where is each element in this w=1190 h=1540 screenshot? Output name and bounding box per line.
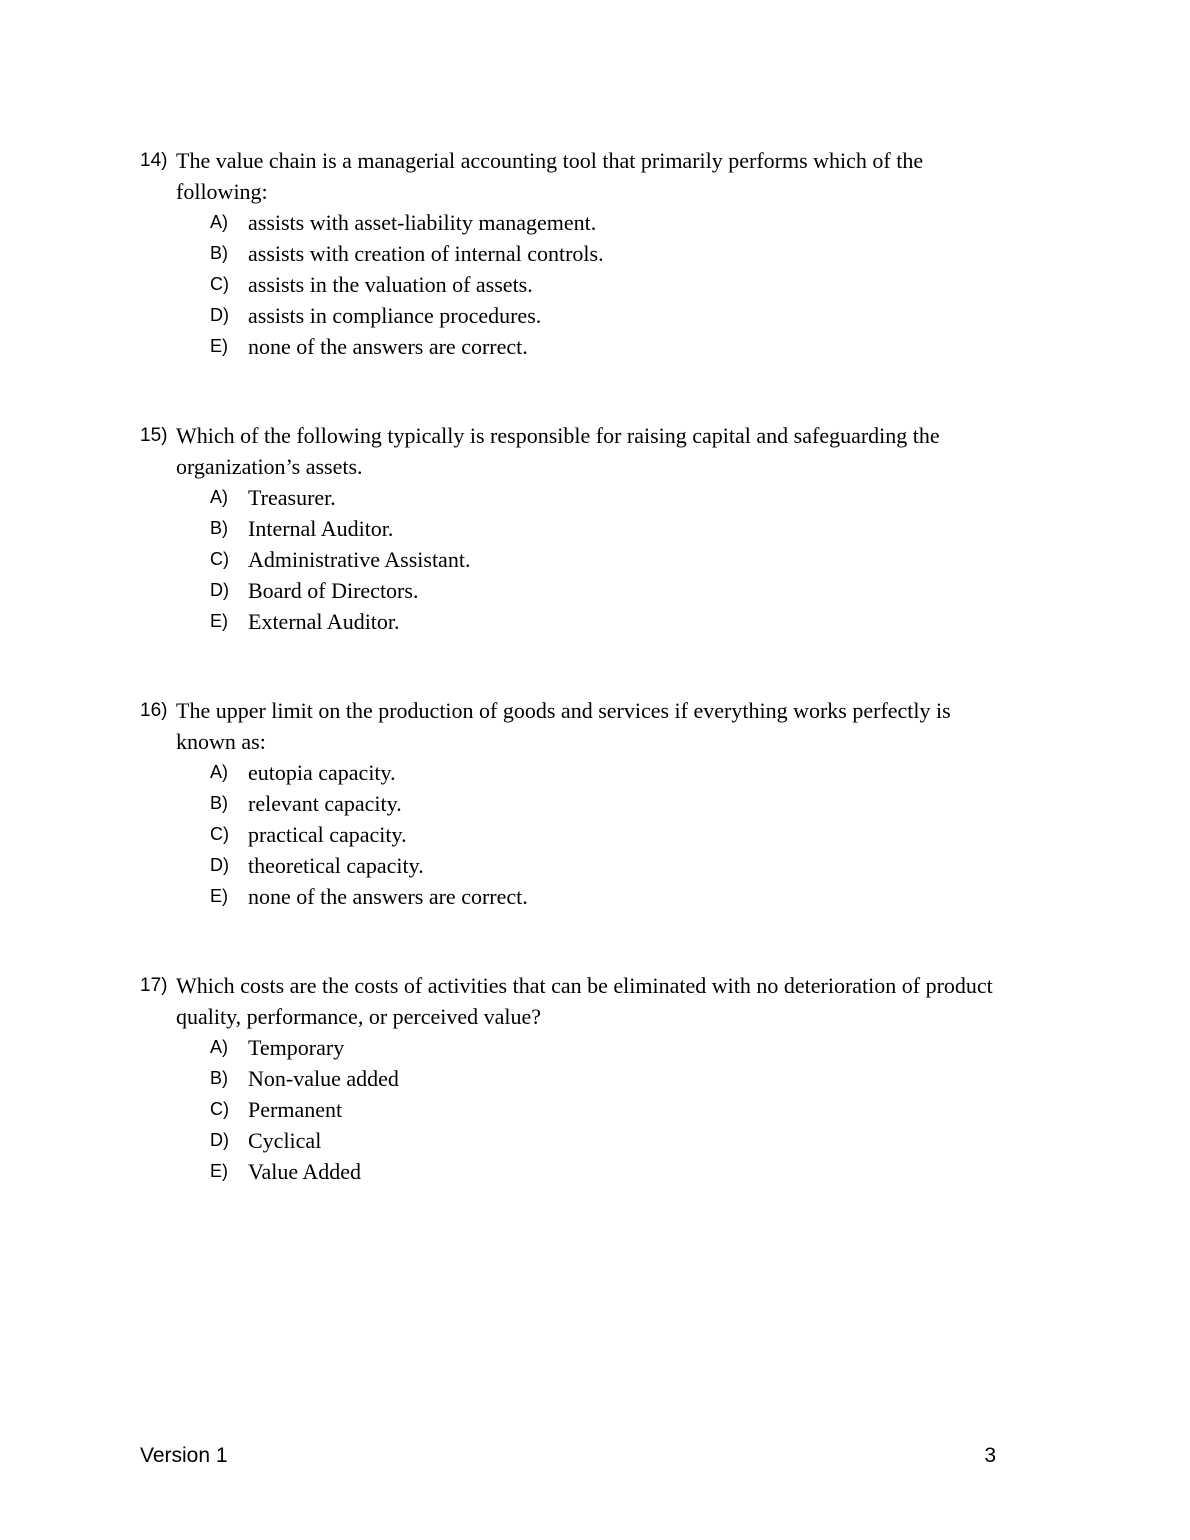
version-label: Version 1 (140, 1444, 228, 1467)
question-text-line: quality, performance, or perceived value? (176, 1004, 542, 1029)
question-header (140, 970, 1060, 1032)
option-letter: E) (210, 611, 228, 631)
option-c (210, 1094, 1060, 1125)
option-d (210, 300, 1060, 331)
option-e (210, 606, 1060, 637)
question-text-line: Which of the following typically is responsible for raising capital and safeguarding the (176, 423, 940, 448)
option-a (210, 1032, 1060, 1063)
option-text: Treasurer. (248, 485, 336, 510)
question-text-line: The value chain is a managerial accounting tool that primarily performs which of the (176, 148, 924, 173)
question-number: 15) (140, 425, 168, 446)
question-text-line: known as: (176, 729, 266, 754)
option-letter: D) (210, 305, 229, 325)
option-text: Temporary (248, 1035, 345, 1060)
question-15 (140, 420, 1060, 637)
option-letter: B) (210, 243, 228, 263)
option-letter: A) (210, 487, 228, 507)
option-text: assists with creation of internal controls. (248, 241, 604, 266)
question-text (176, 695, 951, 757)
option-text: practical capacity. (248, 822, 407, 847)
option-letter: C) (210, 824, 229, 844)
option-text: assists in the valuation of assets. (248, 272, 533, 297)
option-letter: C) (210, 1099, 229, 1119)
option-e (210, 1156, 1060, 1187)
option-e (210, 881, 1060, 912)
question-header (140, 145, 1060, 207)
option-text: Board of Directors. (248, 578, 419, 603)
question-number: 16) (140, 700, 168, 721)
option-letter: C) (210, 549, 229, 569)
option-letter: C) (210, 274, 229, 294)
option-text: none of the answers are correct. (248, 334, 528, 359)
question-text (176, 970, 993, 1032)
page-number: 3 (984, 1444, 996, 1467)
question-header (140, 420, 1060, 482)
option-text: Internal Auditor. (248, 516, 394, 541)
option-letter: A) (210, 762, 228, 782)
question-text-line: The upper limit on the production of goods and services if everything works perfectly is (176, 698, 951, 723)
options-list (210, 207, 1060, 362)
option-b (210, 1063, 1060, 1094)
question-header (140, 695, 1060, 757)
option-text: assists in compliance procedures. (248, 303, 542, 328)
option-a (210, 757, 1060, 788)
question-17 (140, 970, 1060, 1187)
option-a (210, 482, 1060, 513)
option-text: Cyclical (248, 1128, 322, 1153)
question-text-line: following: (176, 179, 268, 204)
option-d (210, 850, 1060, 881)
question-16 (140, 695, 1060, 912)
option-d (210, 1125, 1060, 1156)
option-letter: B) (210, 793, 228, 813)
question-14 (140, 145, 1060, 362)
option-b (210, 788, 1060, 819)
option-d (210, 575, 1060, 606)
options-list (210, 482, 1060, 637)
question-text (176, 420, 940, 482)
option-text: assists with asset-liability management. (248, 210, 597, 235)
option-c (210, 269, 1060, 300)
question-number: 14) (140, 150, 168, 171)
option-letter: B) (210, 518, 228, 538)
option-text: Administrative Assistant. (248, 547, 471, 572)
option-text: none of the answers are correct. (248, 884, 528, 909)
option-letter: E) (210, 336, 228, 356)
option-c (210, 544, 1060, 575)
option-text: eutopia capacity. (248, 760, 396, 785)
question-text-line: Which costs are the costs of activities that can be eliminated with no deterioration of product (176, 973, 993, 998)
page-footer (140, 1443, 996, 1469)
option-letter: D) (210, 580, 229, 600)
option-letter: E) (210, 886, 228, 906)
option-b (210, 238, 1060, 269)
exam-questions (140, 145, 1060, 1245)
option-text: theoretical capacity. (248, 853, 424, 878)
option-e (210, 331, 1060, 362)
option-letter: B) (210, 1068, 228, 1088)
option-text: Value Added (248, 1159, 362, 1184)
option-text: Permanent (248, 1097, 343, 1122)
option-b (210, 513, 1060, 544)
question-number: 17) (140, 975, 168, 996)
option-letter: E) (210, 1161, 228, 1181)
option-text: External Auditor. (248, 609, 400, 634)
question-text (176, 145, 923, 207)
options-list (210, 1032, 1060, 1187)
option-c (210, 819, 1060, 850)
option-a (210, 207, 1060, 238)
option-letter: D) (210, 1130, 229, 1150)
option-text: relevant capacity. (248, 791, 402, 816)
option-text: Non-value added (248, 1066, 399, 1091)
option-letter: A) (210, 212, 228, 232)
option-letter: A) (210, 1037, 228, 1057)
option-letter: D) (210, 855, 229, 875)
question-text-line: organization’s assets. (176, 454, 363, 479)
options-list (210, 757, 1060, 912)
